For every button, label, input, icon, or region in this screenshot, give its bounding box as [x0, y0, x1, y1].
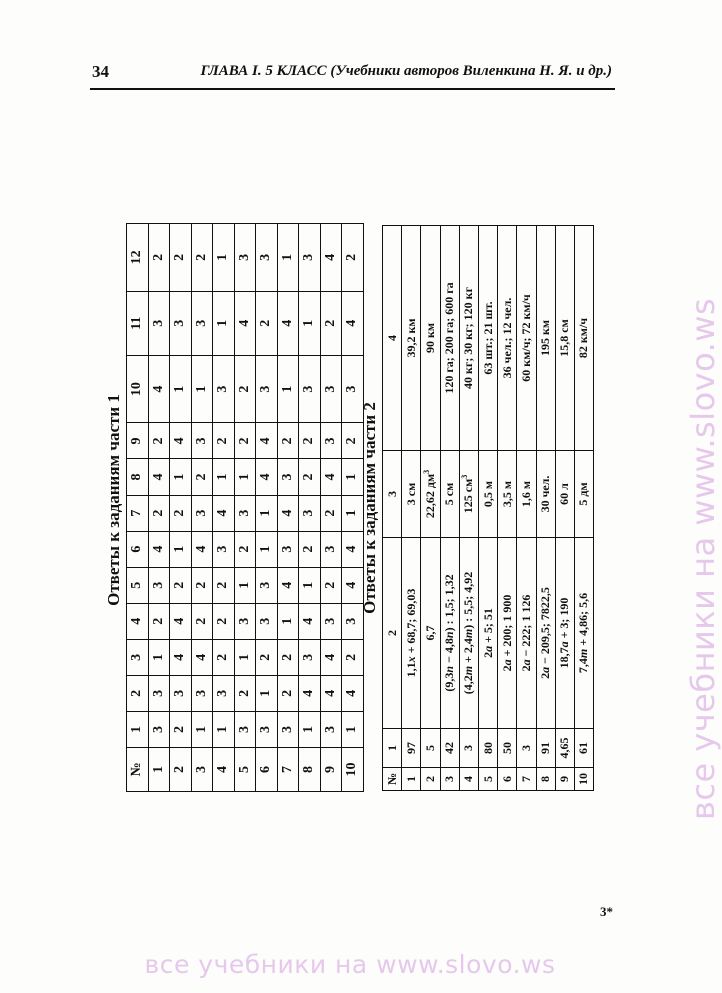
- part1-cell: 2: [170, 748, 192, 792]
- part2-cell: 18,7a + 3; 190: [555, 538, 574, 729]
- part2-cell: 5 см: [440, 451, 459, 538]
- table-row: [421, 226, 440, 791]
- part1-cell: 3: [191, 423, 213, 459]
- part2-cell: 30 чел.: [536, 451, 555, 538]
- part2-cell: 80: [478, 729, 497, 768]
- part1-col-header: 1: [127, 711, 149, 747]
- part1-cell: 1: [277, 603, 299, 639]
- part1-cell: 2: [256, 291, 278, 355]
- part1-cell: 4: [191, 639, 213, 675]
- part1-cell: 3: [299, 639, 321, 675]
- part2-col-header: 3: [383, 451, 402, 538]
- part1-cell: 1: [277, 355, 299, 423]
- table-row: [277, 224, 299, 792]
- part1-cell: 1: [299, 291, 321, 355]
- part1-cell: 4: [342, 567, 364, 603]
- part1-cell: 4: [191, 531, 213, 567]
- part1-cell: 2: [170, 711, 192, 747]
- part1-cell: 1: [342, 711, 364, 747]
- part1-cell: 1: [256, 495, 278, 531]
- table-header-row: [383, 226, 402, 791]
- part2-cell: 1,1x + 68,7; 69,03: [402, 538, 421, 729]
- part1-cell: 3: [256, 711, 278, 747]
- header-rule: [90, 88, 615, 90]
- part1-cell: 3: [320, 603, 342, 639]
- table-row: [191, 224, 213, 792]
- part2-cell: 2: [421, 768, 440, 791]
- part1-col-header: 5: [127, 567, 149, 603]
- part1-caption: Ответы к заданиям части 1: [104, 394, 123, 606]
- part1-cell: 2: [213, 423, 235, 459]
- part2-cell: 7: [517, 768, 536, 791]
- part1-cell: 3: [320, 355, 342, 423]
- table-row: [170, 224, 192, 792]
- watermark-side: все учебники на www.slovo.ws: [684, 297, 722, 820]
- watermark-bottom: все учебники на www.slovo.ws: [144, 950, 556, 979]
- part1-cell: 3: [299, 495, 321, 531]
- part1-cell: 3: [320, 423, 342, 459]
- part1-cell: 4: [342, 291, 364, 355]
- part1-cell: 3: [342, 603, 364, 639]
- part1-cell: 2: [213, 639, 235, 675]
- part1-cell: 1: [234, 639, 256, 675]
- part1-cell: 4: [277, 495, 299, 531]
- part1-cell: 4: [213, 495, 235, 531]
- part1-cell: 2: [170, 224, 192, 292]
- part1-cell: 4: [277, 567, 299, 603]
- part2-cell: 61: [574, 729, 593, 768]
- part1-cell: 3: [320, 531, 342, 567]
- table-row: [478, 226, 497, 791]
- part2-cell: 6,7: [421, 538, 440, 729]
- part1-cell: 4: [170, 423, 192, 459]
- part1-cell: 2: [170, 567, 192, 603]
- part1-cell: 3: [256, 603, 278, 639]
- part1-cell: 1: [148, 639, 170, 675]
- table-row: [440, 226, 459, 791]
- part2-cell: 90 км: [421, 226, 440, 451]
- part1-cell: 4: [277, 291, 299, 355]
- part1-cell: 1: [213, 711, 235, 747]
- table-row: [299, 224, 321, 792]
- part1-cell: 4: [320, 675, 342, 711]
- part1-cell: 2: [320, 495, 342, 531]
- part2-cell: 125 $см^3$: [459, 451, 478, 538]
- part2-cell: 5: [478, 768, 497, 791]
- part2-cell: (4,2m + 2,4m) : 5,5; 4,92: [459, 538, 478, 729]
- part1-cell: 3: [191, 748, 213, 792]
- table-row: [256, 224, 278, 792]
- part1-col-header: 11: [127, 291, 149, 355]
- part1-cell: 2: [342, 224, 364, 292]
- part1-cell: 1: [299, 711, 321, 747]
- table-row: [148, 224, 170, 792]
- part1-col-header: 8: [127, 459, 149, 495]
- part1-cell: 2: [299, 423, 321, 459]
- part1-cell: 3: [148, 675, 170, 711]
- part1-cell: 3: [170, 291, 192, 355]
- part2-cell: 36 чел.; 12 чел.: [498, 226, 517, 451]
- part1-cell: 1: [342, 459, 364, 495]
- part1-cell: 2: [191, 459, 213, 495]
- page-header: [92, 62, 612, 86]
- part1-cell: 4: [213, 748, 235, 792]
- part1-cell: 2: [320, 567, 342, 603]
- part2-cell: 3: [440, 768, 459, 791]
- part1-cell: 1: [277, 224, 299, 292]
- part2-table: [382, 225, 594, 791]
- part2-cell: 3,5 м: [498, 451, 517, 538]
- part1-col-header: 7: [127, 495, 149, 531]
- part1-cell: 4: [170, 639, 192, 675]
- part1-cell: 3: [234, 603, 256, 639]
- part2-cell: 3 см: [402, 451, 421, 538]
- part2-cell: 91: [536, 729, 555, 768]
- part1-cell: 4: [299, 675, 321, 711]
- part2-cell: 2a + 5; 51: [478, 538, 497, 729]
- part2-cell: 50: [498, 729, 517, 768]
- part2-col-header: 1: [383, 729, 402, 768]
- part2-col-header: 4: [383, 226, 402, 451]
- part1-cell: 3: [213, 531, 235, 567]
- part1-cell: 10: [342, 748, 364, 792]
- part1-cell: 1: [170, 459, 192, 495]
- part2-cell: 2a − 222; 1 126: [517, 538, 536, 729]
- part1-cell: 2: [234, 675, 256, 711]
- part1-cell: 2: [299, 531, 321, 567]
- part1-cell: 1: [191, 711, 213, 747]
- part2-cell: 40 кг; 30 кг; 120 кг: [459, 226, 478, 451]
- running-title: ГЛАВА I. 5 КЛАСС (Учебники авторов Виленкина Н. Я. и др.): [200, 63, 612, 79]
- part2-cell: (9,3n − 4,8n) : 1,5; 1,32: [440, 538, 459, 729]
- part2-cell: 39,2 км: [402, 226, 421, 451]
- part2-cell: 195 км: [536, 226, 555, 451]
- part2-cell: 6: [498, 768, 517, 791]
- part1-col-header: 12: [127, 224, 149, 292]
- part1-cell: 3: [213, 675, 235, 711]
- part1-col-header: 10: [127, 355, 149, 423]
- table-header-row: [127, 224, 149, 792]
- part2-cell: 5 дм: [574, 451, 593, 538]
- part2-cell: 22,62 $дм^3$: [421, 451, 440, 538]
- part1-col-header: 2: [127, 675, 149, 711]
- part1-cell: 4: [320, 224, 342, 292]
- part1-cell: 3: [148, 567, 170, 603]
- part1-cell: 4: [234, 291, 256, 355]
- table-row: [517, 226, 536, 791]
- part2-caption: Ответы к заданиям части 2: [360, 402, 379, 614]
- part1-cell: 4: [342, 531, 364, 567]
- part1-cell: 3: [342, 355, 364, 423]
- part1-table: [126, 223, 364, 792]
- part2-cell: 3: [517, 729, 536, 768]
- part1-cell: 3: [234, 224, 256, 292]
- part1-cell: 1: [256, 531, 278, 567]
- part1-cell: 2: [320, 291, 342, 355]
- signature-mark: 3*: [600, 904, 613, 919]
- part2-cell: 0,5 м: [478, 451, 497, 538]
- part1-cell: 4: [320, 459, 342, 495]
- part1-cell: 2: [191, 603, 213, 639]
- part1-cell: 3: [299, 224, 321, 292]
- part2-block: [358, 223, 594, 793]
- table-row: [234, 224, 256, 792]
- table-row: [555, 226, 574, 791]
- part2-cell: 4: [459, 768, 478, 791]
- page-number: 34: [92, 62, 109, 81]
- part1-col-header: 3: [127, 639, 149, 675]
- part1-cell: 2: [277, 675, 299, 711]
- part1-cell: 1: [256, 675, 278, 711]
- part1-block: [102, 205, 364, 795]
- part1-cell: 2: [234, 531, 256, 567]
- part1-cell: 1: [191, 355, 213, 423]
- part1-cell: 3: [170, 675, 192, 711]
- part1-cell: 9: [320, 748, 342, 792]
- part1-cell: 3: [191, 495, 213, 531]
- part1-cell: 2: [256, 639, 278, 675]
- part1-cell: 1: [234, 567, 256, 603]
- part1-cell: 1: [148, 748, 170, 792]
- table-row: [320, 224, 342, 792]
- part2-cell: 10: [574, 768, 593, 791]
- part1-cell: 3: [277, 531, 299, 567]
- table-row: [536, 226, 555, 791]
- part1-cell: 3: [256, 224, 278, 292]
- part1-cell: 4: [148, 459, 170, 495]
- part1-cell: 3: [256, 355, 278, 423]
- part1-cell: 3: [320, 711, 342, 747]
- part1-cell: 6: [256, 748, 278, 792]
- part1-cell: 2: [170, 495, 192, 531]
- part2-cell: 60 км/ч; 72 км/ч: [517, 226, 536, 451]
- part1-cell: 2: [277, 639, 299, 675]
- part1-cell: 4: [148, 531, 170, 567]
- part1-cell: 4: [148, 355, 170, 423]
- table-row: [213, 224, 235, 792]
- part2-col-header: №: [383, 768, 402, 791]
- part2-col-header: 2: [383, 538, 402, 729]
- part2-cell: 15,8 см: [555, 226, 574, 451]
- part1-cell: 2: [148, 423, 170, 459]
- part1-cell: 3: [191, 291, 213, 355]
- part2-cell: 3: [459, 729, 478, 768]
- part1-cell: 4: [256, 459, 278, 495]
- part1-col-header: №: [127, 748, 149, 792]
- part2-cell: 63 шт.; 21 шт.: [478, 226, 497, 451]
- part1-cell: 2: [213, 603, 235, 639]
- table-row: [402, 226, 421, 791]
- part1-cell: 2: [148, 224, 170, 292]
- part1-cell: 3: [234, 711, 256, 747]
- part1-cell: 3: [213, 355, 235, 423]
- table-row: [498, 226, 517, 791]
- part1-cell: 2: [148, 495, 170, 531]
- part1-cell: 2: [191, 567, 213, 603]
- part1-cell: 2: [148, 603, 170, 639]
- part1-cell: 3: [256, 567, 278, 603]
- table-row: [459, 226, 478, 791]
- part1-cell: 8: [299, 748, 321, 792]
- part2-cell: 120 га; 200 га; 600 га: [440, 226, 459, 451]
- part2-cell: 2a + 200; 1 900: [498, 538, 517, 729]
- part1-cell: 3: [148, 711, 170, 747]
- part2-cell: 9: [555, 768, 574, 791]
- part2-cell: 5: [421, 729, 440, 768]
- part1-col-header: 9: [127, 423, 149, 459]
- part2-cell: 7,4m + 4,86; 5,6: [574, 538, 593, 729]
- part1-cell: 1: [213, 459, 235, 495]
- part1-cell: 3: [234, 495, 256, 531]
- part1-cell: 2: [342, 639, 364, 675]
- part2-cell: 97: [402, 729, 421, 768]
- part1-cell: 2: [234, 355, 256, 423]
- part1-cell: 4: [299, 603, 321, 639]
- table-row: [574, 226, 593, 791]
- part1-cell: 3: [299, 355, 321, 423]
- part1-col-header: 6: [127, 531, 149, 567]
- part1-cell: 4: [320, 639, 342, 675]
- part1-cell: 2: [277, 423, 299, 459]
- part1-cell: 1: [342, 495, 364, 531]
- part2-cell: 42: [440, 729, 459, 768]
- part2-cell: 82 км/ч: [574, 226, 593, 451]
- part1-cell: 7: [277, 748, 299, 792]
- part1-cell: 1: [299, 567, 321, 603]
- part1-col-header: 4: [127, 603, 149, 639]
- part1-cell: 2: [234, 423, 256, 459]
- part1-cell: 4: [342, 675, 364, 711]
- part2-cell: 1,6 м: [517, 451, 536, 538]
- part1-cell: 3: [277, 459, 299, 495]
- part1-cell: 2: [342, 423, 364, 459]
- part1-cell: 3: [148, 291, 170, 355]
- part1-cell: 1: [213, 224, 235, 292]
- part1-cell: 1: [234, 459, 256, 495]
- part1-cell: 2: [299, 459, 321, 495]
- part1-cell: 1: [170, 531, 192, 567]
- part1-cell: 4: [256, 423, 278, 459]
- part1-cell: 2: [191, 224, 213, 292]
- part1-cell: 1: [170, 355, 192, 423]
- part2-cell: 1: [402, 768, 421, 791]
- part2-cell: 2a − 209,5; 7822,5: [536, 538, 555, 729]
- part1-cell: 3: [191, 675, 213, 711]
- part1-cell: 1: [213, 291, 235, 355]
- part2-cell: 8: [536, 768, 555, 791]
- part1-cell: 4: [170, 603, 192, 639]
- part1-cell: 5: [234, 748, 256, 792]
- part2-cell: 60 л: [555, 451, 574, 538]
- part2-cell: 4,65: [555, 729, 574, 768]
- part1-cell: 2: [213, 567, 235, 603]
- part1-cell: 3: [277, 711, 299, 747]
